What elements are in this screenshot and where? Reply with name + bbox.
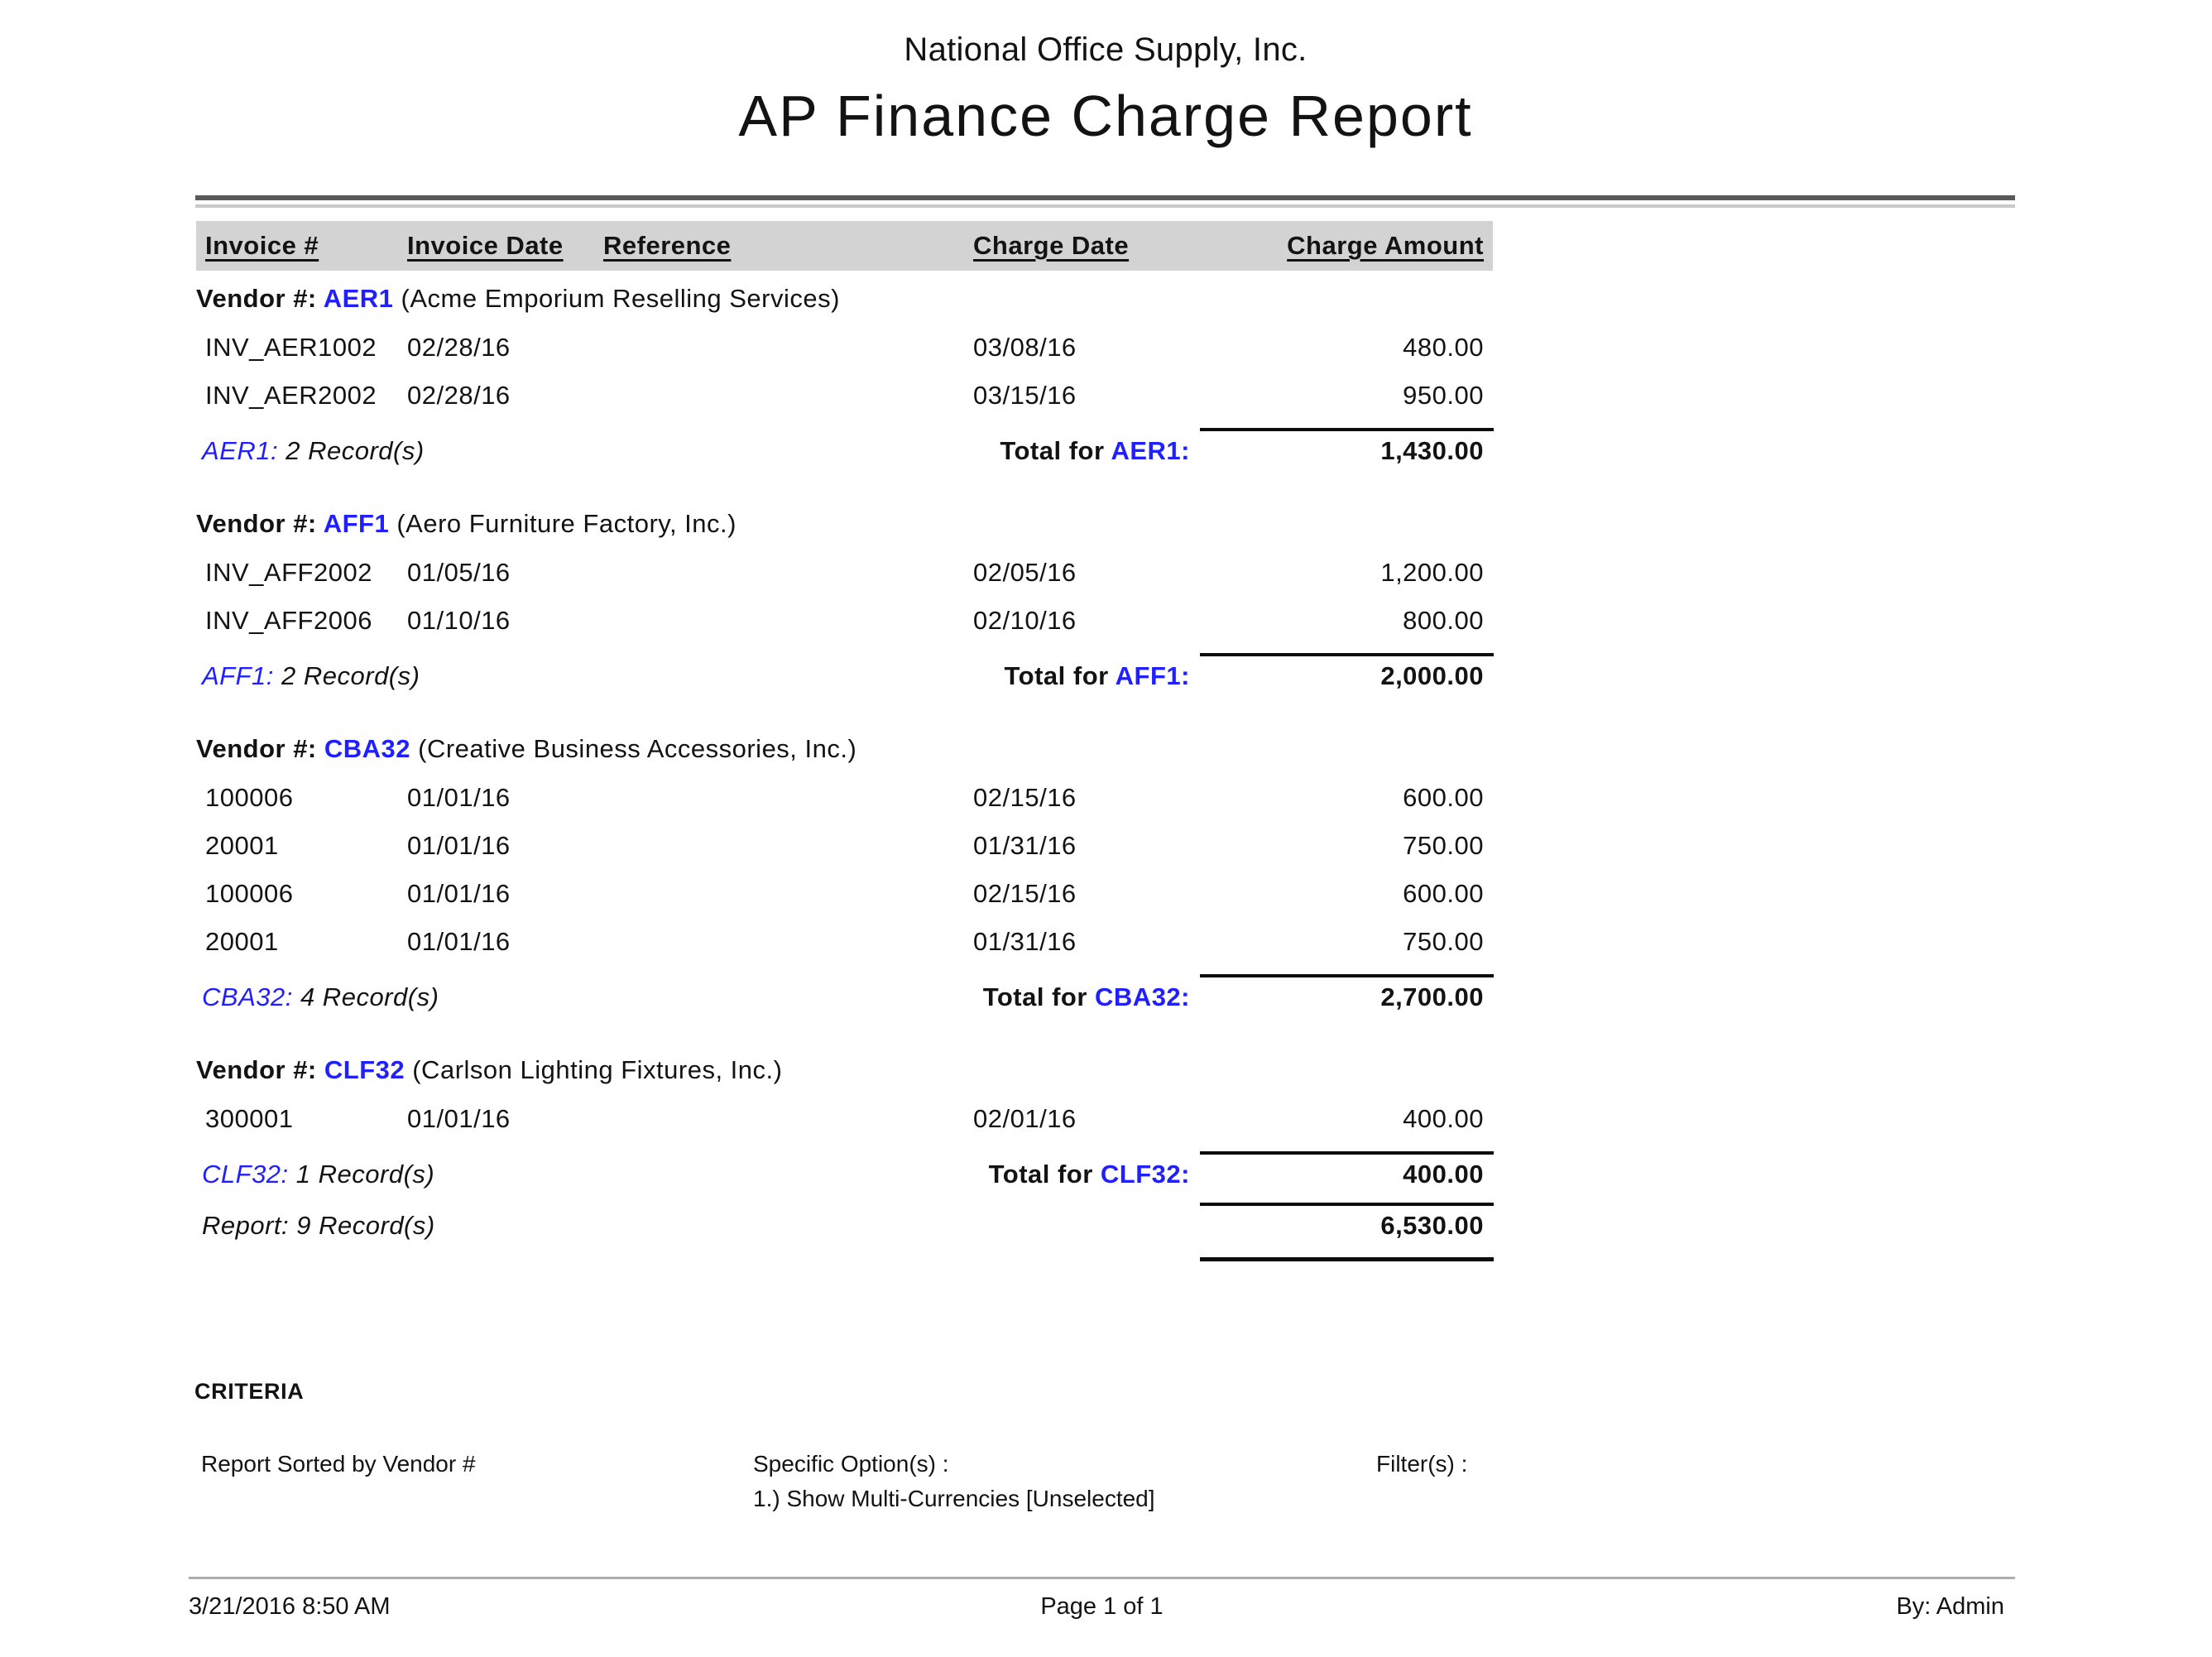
column-header-invoice-date: Invoice Date xyxy=(407,231,564,260)
cell-charge-amount: 750.00 xyxy=(1403,927,1484,956)
vendor-total-amount: 2,700.00 xyxy=(1380,982,1484,1011)
company-name: National Office Supply, Inc. xyxy=(904,31,1308,68)
vendor-total-label: Total for AER1: xyxy=(1000,436,1190,465)
cell-charge-date: 02/15/16 xyxy=(973,879,1077,908)
criteria-specific-options-label: Specific Option(s) : xyxy=(753,1451,949,1477)
vendor-code-link[interactable]: CBA32 xyxy=(324,734,411,763)
vendor-name: (Carlson Lighting Fixtures, Inc.) xyxy=(405,1055,783,1084)
vendor-heading xyxy=(196,284,1493,314)
cell-invoice: 100006 xyxy=(205,879,294,908)
vendor-label: Vendor #: xyxy=(196,284,324,313)
footer-rule xyxy=(189,1577,2015,1579)
cell-charge-amount: 600.00 xyxy=(1403,783,1484,812)
cell-charge-date: 01/31/16 xyxy=(973,927,1077,956)
cell-charge-date: 02/10/16 xyxy=(973,606,1077,635)
cell-charge-date: 03/15/16 xyxy=(973,381,1077,410)
vendor-group xyxy=(196,734,1493,1017)
cell-charge-date: 03/08/16 xyxy=(973,333,1077,362)
column-header-charge-amount: Charge Amount xyxy=(1287,231,1484,260)
cell-charge-date: 02/01/16 xyxy=(973,1104,1077,1133)
cell-charge-date: 02/05/16 xyxy=(973,558,1077,587)
vendor-heading xyxy=(196,509,1493,539)
cell-invoice-date: 01/01/16 xyxy=(407,879,511,908)
vendor-name: (Acme Emporium Reselling Services) xyxy=(393,284,840,313)
vendor-total-amount: 2,000.00 xyxy=(1380,661,1484,690)
cell-charge-amount: 400.00 xyxy=(1403,1104,1484,1133)
invoice-row xyxy=(196,549,1493,597)
criteria-filters-label: Filter(s) : xyxy=(1376,1451,1468,1477)
vendor-total-row xyxy=(196,1155,1493,1194)
cell-invoice-date: 01/01/16 xyxy=(407,927,511,956)
cell-invoice: 20001 xyxy=(205,927,279,956)
invoice-row xyxy=(196,918,1493,966)
vendor-total-row xyxy=(196,656,1493,696)
criteria-row xyxy=(194,1451,2015,1542)
cell-invoice-date: 02/28/16 xyxy=(407,381,511,410)
cell-charge-amount: 480.00 xyxy=(1403,333,1484,362)
vendor-rows xyxy=(196,1095,1493,1143)
criteria-specific-option-1: 1.) Show Multi-Currencies [Unselected] xyxy=(753,1486,1155,1511)
invoice-row xyxy=(196,324,1493,372)
vendor-total-amount: 400.00 xyxy=(1403,1160,1484,1189)
vendor-total-row xyxy=(196,431,1493,471)
vendor-name: (Aero Furniture Factory, Inc.) xyxy=(389,509,737,538)
report-total-amount: 6,530.00 xyxy=(1380,1211,1484,1240)
cell-invoice: INV_AER1002 xyxy=(205,333,377,362)
invoice-row xyxy=(196,870,1493,918)
cell-invoice-date: 01/05/16 xyxy=(407,558,511,587)
report-total-row xyxy=(196,1206,1493,1246)
invoice-row xyxy=(196,597,1493,645)
table-header-row xyxy=(196,221,1493,271)
vendor-record-count: AER1: 2 Record(s) xyxy=(202,436,425,465)
vendor-heading xyxy=(196,1055,1493,1085)
vendor-total-label: Total for CLF32: xyxy=(988,1160,1190,1189)
header-rule-light xyxy=(195,204,2015,208)
cell-charge-amount: 1,200.00 xyxy=(1380,558,1484,587)
vendor-record-count: AFF1: 2 Record(s) xyxy=(202,661,420,690)
vendor-label: Vendor #: xyxy=(196,509,324,538)
vendor-code-link[interactable]: CLF32 xyxy=(324,1055,405,1084)
vendor-total-amount: 1,430.00 xyxy=(1380,436,1484,465)
cell-charge-amount: 600.00 xyxy=(1403,879,1484,908)
report-record-count: Report: 9 Record(s) xyxy=(202,1211,435,1240)
criteria-sorted-by: Report Sorted by Vendor # xyxy=(201,1451,476,1477)
vendor-rows xyxy=(196,324,1493,420)
criteria-heading: CRITERIA xyxy=(194,1379,305,1404)
page-title: AP Finance Charge Report xyxy=(738,84,1473,148)
vendor-heading xyxy=(196,734,1493,764)
finance-charge-table xyxy=(196,221,1493,1261)
cell-charge-date: 02/15/16 xyxy=(973,783,1077,812)
cell-charge-amount: 800.00 xyxy=(1403,606,1484,635)
cell-invoice: INV_AFF2006 xyxy=(205,606,372,635)
cell-invoice: INV_AER2002 xyxy=(205,381,377,410)
footer-datetime: 3/21/2016 8:50 AM xyxy=(189,1593,391,1620)
header-rule-dark xyxy=(195,195,2015,200)
invoice-row xyxy=(196,372,1493,420)
footer-page-number: Page 1 of 1 xyxy=(1040,1593,1164,1620)
cell-invoice: 20001 xyxy=(205,831,279,860)
vendor-total-label: Total for CBA32: xyxy=(982,982,1190,1011)
cell-invoice: INV_AFF2002 xyxy=(205,558,372,587)
vendor-record-count: CBA32: 4 Record(s) xyxy=(202,982,439,1011)
cell-invoice-date: 01/10/16 xyxy=(407,606,511,635)
report-total-rule-bottom xyxy=(1200,1257,1494,1261)
column-header-charge-date: Charge Date xyxy=(973,231,1130,260)
cell-invoice-date: 02/28/16 xyxy=(407,333,511,362)
cell-invoice-date: 01/01/16 xyxy=(407,1104,511,1133)
cell-invoice: 100006 xyxy=(205,783,294,812)
invoice-row xyxy=(196,822,1493,870)
cell-charge-amount: 750.00 xyxy=(1403,831,1484,860)
footer-user: By: Admin xyxy=(1896,1593,2004,1620)
invoice-row xyxy=(196,774,1493,822)
cell-charge-date: 01/31/16 xyxy=(973,831,1077,860)
cell-invoice: 300001 xyxy=(205,1104,294,1133)
vendor-label: Vendor #: xyxy=(196,1055,324,1084)
vendor-code-link[interactable]: AER1 xyxy=(323,284,394,313)
vendor-total-row xyxy=(196,977,1493,1017)
vendor-label: Vendor #: xyxy=(196,734,324,763)
cell-invoice-date: 01/01/16 xyxy=(407,831,511,860)
vendor-group xyxy=(196,284,1493,471)
vendor-name: (Creative Business Accessories, Inc.) xyxy=(410,734,857,763)
column-header-reference: Reference xyxy=(603,231,732,260)
vendor-group xyxy=(196,509,1493,696)
vendor-rows xyxy=(196,774,1493,966)
column-header-invoice: Invoice # xyxy=(205,231,319,260)
cell-charge-amount: 950.00 xyxy=(1403,381,1484,410)
vendor-record-count: CLF32: 1 Record(s) xyxy=(202,1160,435,1189)
criteria-section xyxy=(194,1379,2015,1542)
vendor-code-link[interactable]: AFF1 xyxy=(323,509,390,538)
vendor-total-label: Total for AFF1: xyxy=(1004,661,1190,690)
vendor-group xyxy=(196,1055,1493,1194)
cell-invoice-date: 01/01/16 xyxy=(407,783,511,812)
vendor-rows xyxy=(196,549,1493,645)
report-summary xyxy=(196,1203,1493,1261)
invoice-row xyxy=(196,1095,1493,1143)
